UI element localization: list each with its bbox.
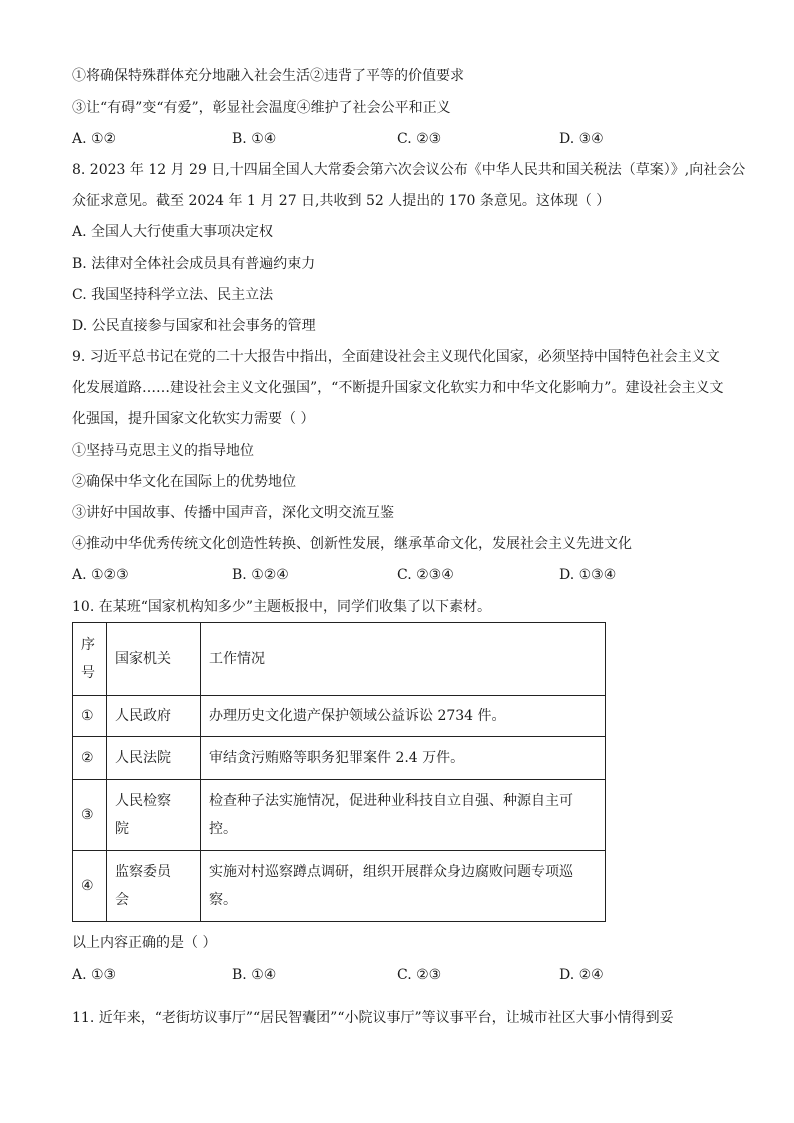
q9-option-a: A. ①②③ (72, 567, 129, 583)
table-row (73, 737, 606, 780)
q9-item-2: ②确保中华文化在国际上的优势地位 (72, 474, 296, 490)
row-work-text: 检查种子法实施情况，促进种业科技自立自强、种源自主可控。 (209, 793, 573, 837)
q7-option-d: D. ③④ (559, 131, 604, 147)
table-header-no (73, 623, 107, 696)
row-no: ② (73, 737, 107, 780)
q9-stem-line-1: 9. 习近平总书记在党的二十大报告中指出，全面建设社会主义现代化国家，必须坚持中国特色社会主义文 (72, 349, 720, 365)
row-organ-text: 监察委员会 (115, 864, 171, 908)
row-no: ④ (73, 851, 107, 922)
q9-item-1: ①坚持马克思主义的指导地位 (72, 443, 254, 459)
q9-stem-line-3: 化强国，提升国家文化软实力需要（ ） (72, 411, 315, 427)
q7-statement-1-2: ①将确保特殊群体充分地融入社会生活②违背了平等的价值要求 (72, 68, 464, 84)
row-organ (107, 780, 201, 851)
q8-option-c: C. 我国坚持科学立法、民主立法 (72, 287, 274, 303)
row-organ (107, 851, 201, 922)
q11-stem-line-1: 11. 近年来，“老街坊议事厅”“居民智囊团”“小院议事厅”等议事平台，让城市社区大事小情得到妥 (72, 1010, 674, 1026)
row-work-text: 实施对村巡察蹲点调研，组织开展群众身边腐败问题专项巡察。 (209, 864, 573, 908)
q10-option-c: C. ②③ (397, 967, 442, 983)
row-organ-text: 人民检察院 (115, 793, 171, 837)
q8-stem-line-1: 8. 2023 年 12 月 29 日,十四届全国人大常委会第六次会议公布《中华人民共和国关税法（草案）》,向社会公 (72, 162, 746, 178)
q10-table (72, 622, 606, 922)
q9-stem-line-2: 化发展道路……建设社会主义文化强国”，“不断提升国家文化软实力和中华文化影响力”。建设社会主义文 (72, 380, 724, 396)
row-organ: 人民法院 (107, 737, 201, 780)
row-no: ③ (73, 780, 107, 851)
row-work: 审结贪污贿赂等职务犯罪案件 2.4 万件。 (201, 737, 606, 780)
q8-option-d: D. 公民直接参与国家和社会事务的管理 (72, 318, 316, 334)
row-work: 办理历史文化遗产保护领域公益诉讼 2734 件。 (201, 696, 606, 737)
q10-option-b: B. ①④ (232, 967, 277, 983)
q7-option-b: B. ①④ (232, 131, 277, 147)
q9-option-d: D. ①③④ (559, 567, 617, 583)
q9-option-c: C. ②③④ (397, 567, 454, 583)
q9-item-4: ④推动中华优秀传统文化创造性转换、创新性发展，继承革命文化，发展社会主义先进文化 (72, 536, 632, 552)
header-no-text: 序号 (81, 637, 95, 681)
q10-option-d: D. ②④ (559, 967, 604, 983)
q7-option-c: C. ②③ (397, 131, 442, 147)
q8-option-b: B. 法律对全体社会成员具有普遍约束力 (72, 256, 316, 272)
table-row (73, 696, 606, 737)
table-row (73, 851, 606, 922)
q9-option-b: B. ①②④ (232, 567, 289, 583)
table-row (73, 780, 606, 851)
q9-item-3: ③讲好中国故事、传播中国声音，深化文明交流互鉴 (72, 505, 394, 521)
q10-options (72, 965, 672, 985)
q8-option-a: A. 全国人大行使重大事项决定权 (72, 224, 274, 240)
q8-stem-line-2: 众征求意见。截至 2024 年 1 月 27 日,共收到 52 人提出的 170 条意见。这体现（ ） (72, 193, 611, 209)
q7-statement-3-4: ③让“有碍”变“有爱”，彰显社会温度④维护了社会公平和正义 (72, 100, 451, 116)
row-organ: 人民政府 (107, 696, 201, 737)
row-work (201, 780, 606, 851)
table-header-row (73, 623, 606, 696)
q10-question: 以上内容正确的是（ ） (72, 935, 217, 951)
q10-option-a: A. ①③ (72, 967, 117, 983)
row-work (201, 851, 606, 922)
table-header-organ: 国家机关 (107, 623, 201, 696)
q7-option-a: A. ①② (72, 131, 117, 147)
q7-options (72, 129, 672, 149)
table-header-work: 工作情况 (201, 623, 606, 696)
q9-options (72, 565, 672, 585)
q10-stem: 10. 在某班“国家机构知多少”主题板报中，同学们收集了以下素材。 (72, 599, 492, 615)
row-no: ① (73, 696, 107, 737)
